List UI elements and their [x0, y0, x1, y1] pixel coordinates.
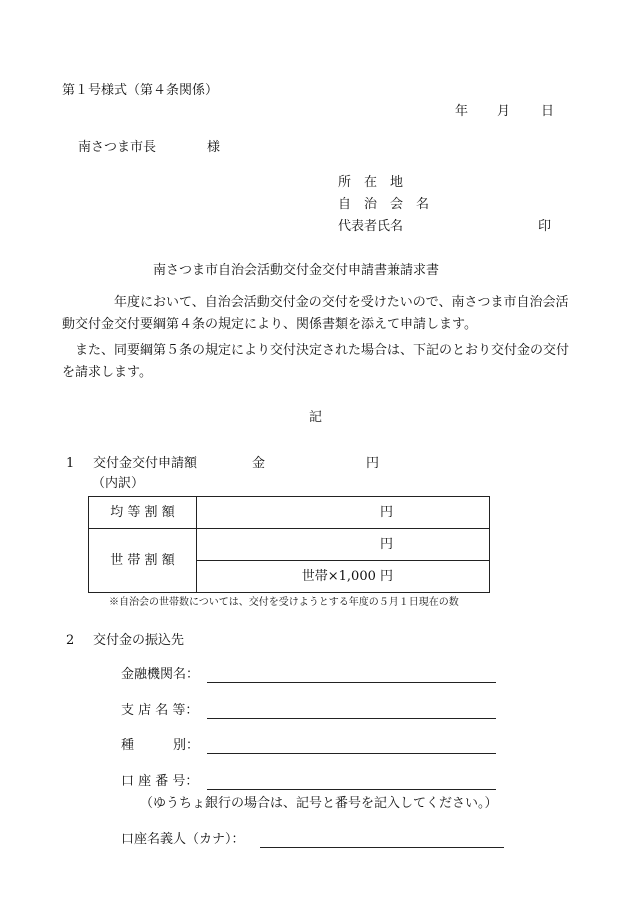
paragraph-2: また、同要綱第５条の規定により交付決定された場合は、下記のとおり交付金の交付を請求します。: [62, 343, 570, 380]
section2-label: 交付金の振込先: [93, 633, 185, 648]
table-row: [89, 529, 490, 561]
section2-number: 2: [66, 633, 75, 648]
holder-field[interactable]: [260, 847, 504, 848]
document-title: 南さつま市自治会活動交付金交付申請書兼請求書: [153, 263, 440, 278]
bank-label: 金融機関名：: [121, 667, 200, 682]
household-unit: 円: [197, 529, 490, 561]
applicant-association-label: 自 治 会 名: [338, 197, 430, 212]
addressee: 南さつま市長: [78, 140, 157, 155]
applicant-rep-label: 代表者氏名: [338, 219, 404, 234]
holder-label: 口座名義人（カナ）：: [121, 832, 245, 847]
breakdown-label: （内訳）: [92, 476, 145, 491]
applicant-address-label: 所 在 地: [338, 175, 404, 190]
equal-label: 均 等 割 額: [89, 497, 197, 529]
date-day: 日: [541, 104, 555, 119]
branch-label: 支 店 名 等：: [121, 703, 199, 718]
section1-yen: 円: [366, 456, 380, 471]
date-year: 年: [455, 104, 469, 119]
account-field[interactable]: [207, 789, 496, 790]
section1-kin: 金: [252, 456, 266, 471]
account-label: 口 座 番 号：: [121, 774, 199, 789]
table-row: [89, 497, 490, 529]
household-note: ※自治会の世帯数については、交付を受けようとする年度の５月１日現在の数: [109, 597, 459, 608]
paragraph-1: 年度において、自治会活動交付金の交付を受けたいので、南さつま市自治会活動交付金交付要綱第４条の規定により、関係書類を添えて申請します。: [62, 295, 569, 332]
seal-label: 印: [538, 219, 552, 234]
equal-unit: 円: [197, 497, 490, 529]
account-note: （ゆうちょ銀行の場合は、記号と番号を記入してください。）: [140, 796, 498, 811]
type-label: 種 別：: [121, 738, 200, 753]
bank-field[interactable]: [207, 682, 496, 683]
form-number: 第１号様式（第４条関係）: [62, 83, 219, 98]
household-formula: 世帯×1,000 円: [197, 561, 490, 593]
ki-heading: 記: [309, 410, 323, 425]
type-field[interactable]: [207, 753, 496, 754]
date-month: 月: [497, 104, 511, 119]
honorific: 様: [207, 140, 221, 155]
section1-label: 交付金交付申請額: [93, 456, 198, 471]
breakdown-table: [88, 496, 490, 593]
section1-number: 1: [66, 456, 75, 471]
household-label: 世 帯 割 額: [89, 529, 197, 593]
branch-field[interactable]: [207, 718, 496, 719]
